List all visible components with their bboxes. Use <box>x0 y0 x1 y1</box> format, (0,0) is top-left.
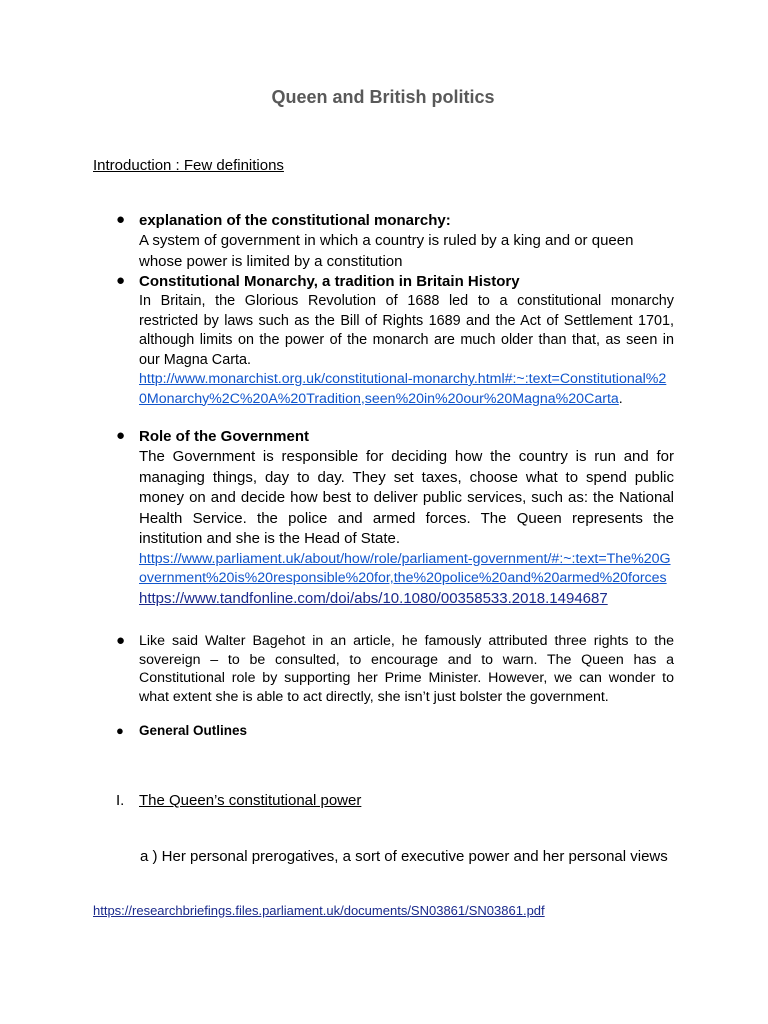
item-heading: Constitutional Monarchy, a tradition in Britain History <box>139 273 520 290</box>
definition-item <box>139 211 674 272</box>
tradition-item <box>139 272 674 409</box>
item-heading: General Outlines <box>139 723 248 738</box>
link-suffix: . <box>618 390 623 407</box>
item-text: A system of government in which a country is ruled by a king and or queen whose power is limited by a constitution <box>139 232 634 270</box>
monarchist-link[interactable]: http://www.monarchist.org.uk/constitutional-monarchy.html#:~:text=Constitutional%20Monarchy%2C%20A%20Tradition,seen%20in%20our%20Magna%20Carta <box>139 371 667 407</box>
monarchist-link-line <box>139 370 674 409</box>
section-title: The Queen’s constitutional power <box>139 792 362 809</box>
bullet-marker: ● <box>116 723 124 738</box>
section-number: I. <box>116 792 125 809</box>
bullet-marker: ● <box>116 632 126 649</box>
outlines-item <box>139 722 674 740</box>
subsection-label: a ) Her personal prerogatives, a sort of executive power and her personal views <box>140 848 668 865</box>
item-text: In Britain, the Glorious Revolution of 1688 led to a constitutional monarchy restricted by laws such as the Bill of Rights 1689 and the Act of Settlement 1701, although limits on the power of the monarch are much older than that, as seen in our Magna Carta. <box>139 293 674 368</box>
bullet-marker: ● <box>116 211 126 228</box>
bagehot-item <box>139 632 674 706</box>
government-item <box>139 427 674 609</box>
item-text: The Government is responsible for deciding how the country is run and for managing things, day to day. They set taxes, choose what to spend public money on and decide how best to deliver public services, such as: the National Health Service. the police and armed forces. The Queen represents the institution and she is the Head of State. <box>139 448 674 547</box>
reference-line <box>93 902 545 920</box>
intro-heading: Introduction : Few definitions <box>93 157 284 174</box>
research-briefing-link[interactable]: https://researchbriefings.files.parliament.uk/documents/SN03861/SN03861.pdf <box>93 903 545 918</box>
bullet-marker: ● <box>116 427 126 444</box>
tandfonline-link[interactable]: https://www.tandfonline.com/doi/abs/10.1080/00358533.2018.1494687 <box>139 589 608 607</box>
item-heading: explanation of the constitutional monarchy: <box>139 212 451 229</box>
document-title: Queen and British politics <box>271 87 495 107</box>
bullet-marker: ● <box>116 272 126 289</box>
item-heading: Role of the Government <box>139 428 310 445</box>
parliament-link[interactable]: https://www.parliament.uk/about/how/role/parliament-government/#:~:text=The%20Government%20is%20responsible%20for,the%20police%20and%20armed%20forces <box>139 550 671 586</box>
item-text: Like said Walter Bagehot in an article, he famously attributed three rights to the sovereign – to be consulted, to encourage and to warn. The Queen has a Constitutional role by supporting her Prime Minister. However, we can wonder to what extent she is able to act directly, she isn’t just bolster the government. <box>139 633 674 705</box>
subsection-text <box>93 847 674 867</box>
